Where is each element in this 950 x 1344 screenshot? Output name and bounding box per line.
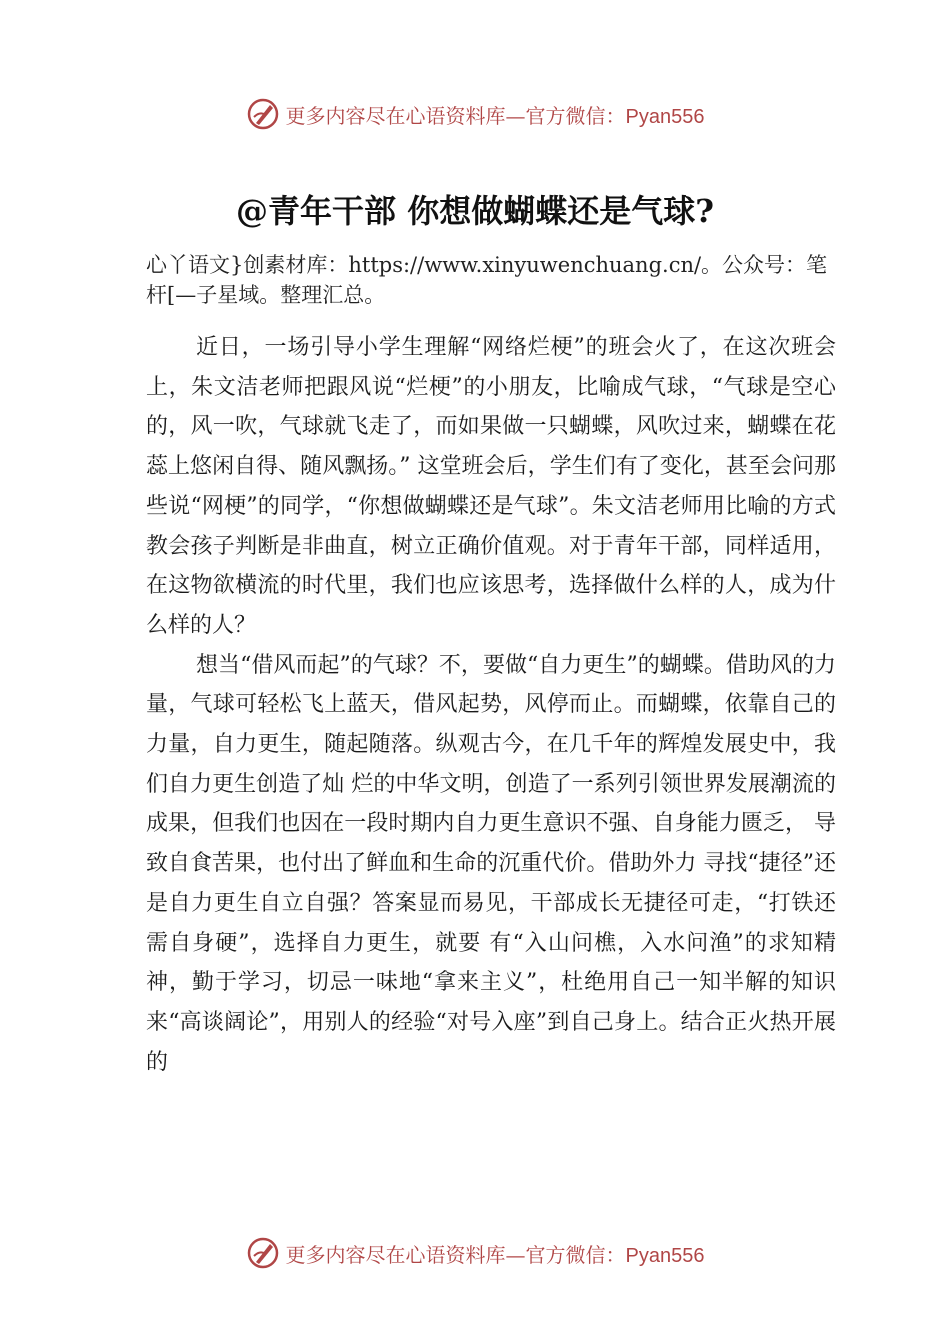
header-banner bbox=[0, 94, 950, 134]
wechat-handle: Pyan556 bbox=[625, 1244, 705, 1267]
paragraph: 近日，一场引导小学生理解“网络烂梗”的班会火了，在这次班会上，朱文洁老师把跟风说“烂梗”的小朋友，比喻成气球，“气球是空心的，风一吹，气球就飞走了，而如果做一只蝴蝶，风吹过来，蝴蝶在花蕊上悠闲自得、随风飘扬。” 这堂班会后，学生们有了变化，甚至会问那些说“网梗”的同学，“你想做蝴蝶还是气球”。朱文洁老师用比喻的方式教会孩子判断是非曲直，树立正确价值观。对于青年干部，同样适用，在这物欲横流的时代里，我们也应该思考，选择做什么样的人，成为什么样的人？ bbox=[146, 335, 836, 638]
paragraph: 想当“借风而起”的气球？不，要做“自力更生”的蝴蝶。借助风的力量，气球可轻松飞上蓝天，借风起势，风停而止。而蝴蝶，依靠自己的力量，自力更生，随起随落。纵观古今，在几千年的辉煌发展史中，我们自力更生创造了灿 烂的中华文明，创造了一系列引领世界发展潮流的成果，但我们也因在一段时期内自力更生意识不强、自身能力匮乏， 导致自食苦果，也付出了鲜血和生命的沉重代价。借助外力 寻找“捷径”还是自力更生自立自强？答案显而易见，干部成长无捷径可走，“打铁还需自身硬”，选择自力更生，就要 有“入山问樵，入水问渔”的求知精神，勤于学习，切忌一味地“拿来主义”，杜绝用自己一知半解的知识来“高谈阔论”，用别人的经验“对号入座”到自己身上。结合正火热开展的 bbox=[146, 652, 836, 1075]
banner-text: 更多内容尽在心语资料库—官方微信：Pyan556 bbox=[285, 103, 705, 128]
footer-banner bbox=[0, 1233, 950, 1273]
article-title: @青年干部 你想做蝴蝶还是气球? bbox=[236, 192, 714, 230]
quill-logo-icon bbox=[246, 1236, 280, 1270]
banner-text: 更多内容尽在心语资料库—官方微信：Pyan556 bbox=[285, 1242, 705, 1267]
wechat-handle: Pyan556 bbox=[625, 105, 705, 128]
article-body bbox=[146, 328, 836, 1082]
quill-logo-icon bbox=[246, 97, 280, 131]
source-line: 心丫语文}创素材库：https://www.xinyuwenchuang.cn/。公众号：笔杆[—子星域。整理汇总。 bbox=[146, 253, 828, 307]
